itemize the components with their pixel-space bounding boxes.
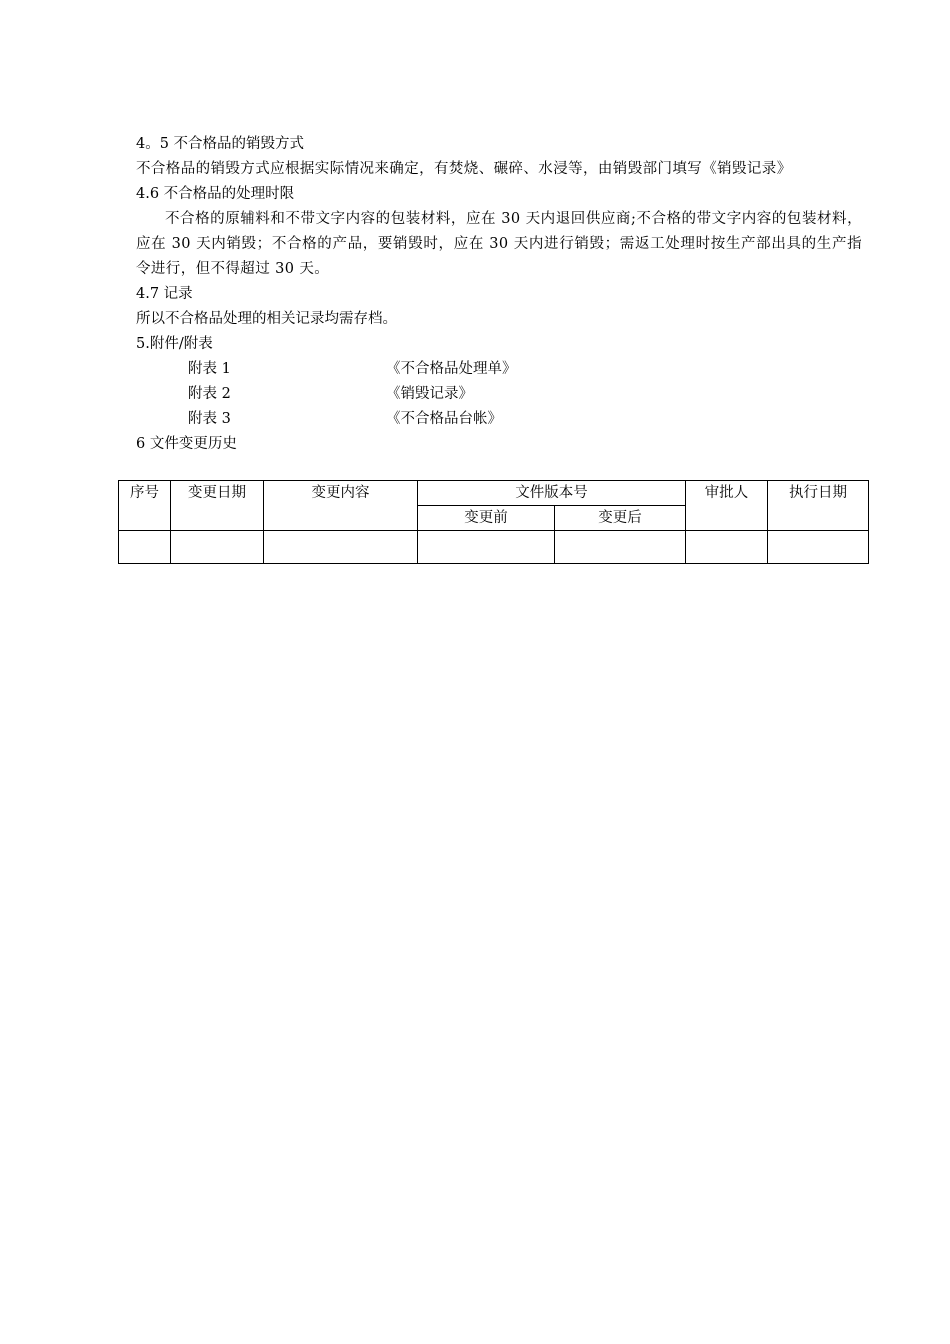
section-4-5-heading: 4。5 不合格品的销毁方式 bbox=[136, 136, 305, 152]
attachment-title: 《不合格品处理单》 bbox=[386, 361, 517, 377]
table-cell bbox=[418, 531, 555, 564]
header-approver: 审批人 bbox=[686, 481, 768, 531]
section-4-7-heading: 4.7 记录 bbox=[136, 286, 193, 302]
table-cell bbox=[171, 531, 264, 564]
attachment-label: 附表 1 bbox=[188, 361, 231, 377]
section-4-7-text: 所以不合格品处理的相关记录均需存档。 bbox=[136, 311, 397, 327]
table-cell bbox=[119, 531, 171, 564]
attachment-title: 《销毁记录》 bbox=[386, 386, 473, 402]
attachment-label: 附表 3 bbox=[188, 411, 231, 427]
attachment-row bbox=[136, 357, 862, 382]
header-version: 文件版本号 bbox=[418, 481, 686, 506]
attachment-label: 附表 2 bbox=[188, 386, 231, 402]
table-cell bbox=[686, 531, 768, 564]
section-4-6-heading: 4.6 不合格品的处理时限 bbox=[136, 186, 295, 202]
header-change-content: 变更内容 bbox=[264, 481, 418, 531]
attachment-row bbox=[136, 382, 862, 407]
header-exec-date: 执行日期 bbox=[768, 481, 869, 531]
table-cell bbox=[264, 531, 418, 564]
table-cell bbox=[768, 531, 869, 564]
section-4-6-text: 不合格的原辅料和不带文字内容的包装材料，应在 30 天内退回供应商;不合格的带文字内容的包装材料，应在 30 天内销毁；不合格的产品，要销毁时，应在 30 天内进行销毁；需返工处理时按生产部出具的生产指令进行，但不得超过 30 天。 bbox=[136, 211, 862, 277]
section-4-5-text: 不合格品的销毁方式应根据实际情况来确定，有焚烧、碾碎、水浸等，由销毁部门填写《销毁记录》 bbox=[136, 161, 792, 177]
attachment-row bbox=[136, 407, 862, 432]
section-6-heading: 6 文件变更历史 bbox=[136, 436, 237, 452]
change-history-table bbox=[118, 480, 869, 564]
table-row bbox=[119, 531, 869, 564]
attachment-title: 《不合格品台帐》 bbox=[386, 411, 502, 427]
header-change-date: 变更日期 bbox=[171, 481, 264, 531]
header-before: 变更前 bbox=[418, 506, 555, 531]
table-header-row bbox=[119, 481, 869, 506]
table-cell bbox=[555, 531, 686, 564]
header-after: 变更后 bbox=[555, 506, 686, 531]
section-5-heading: 5.附件/附表 bbox=[136, 336, 213, 352]
document-body bbox=[136, 132, 862, 457]
header-seq: 序号 bbox=[119, 481, 171, 531]
